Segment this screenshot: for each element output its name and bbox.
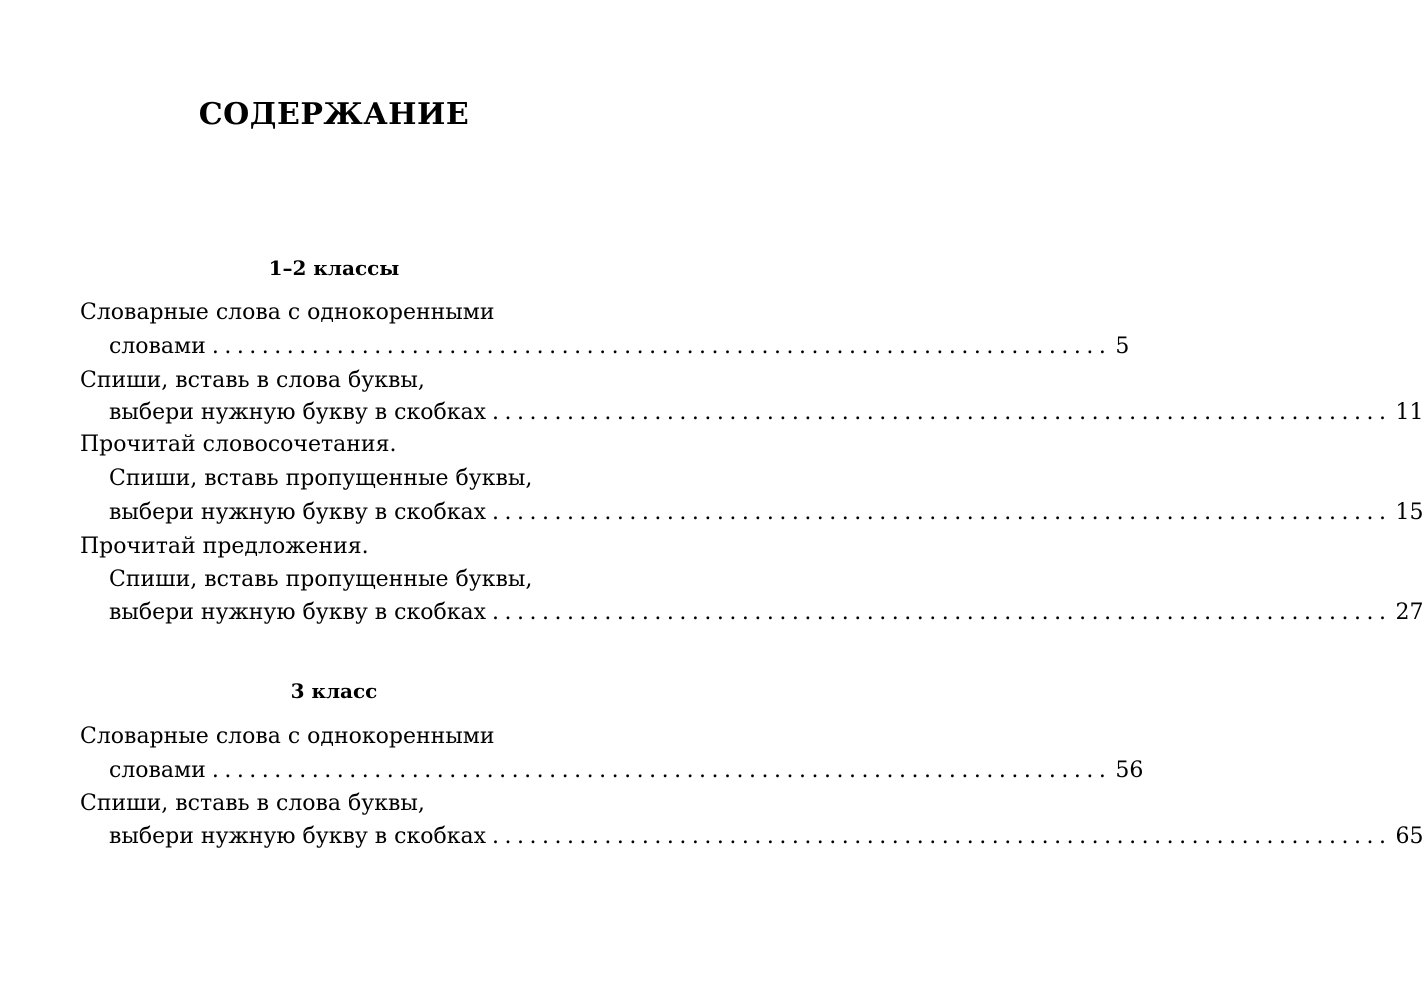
dot-leader: ........................................................................ bbox=[211, 758, 1112, 783]
toc-entry-text: выбери нужную букву в скобках bbox=[109, 500, 486, 525]
toc-entry-leader bbox=[109, 821, 1424, 853]
toc-entry-line: Спиши, вставь пропущенные буквы, bbox=[109, 567, 533, 592]
toc-entry-leader bbox=[109, 397, 1424, 429]
toc-entry-text: словами bbox=[109, 334, 206, 359]
toc-entry-line: Спиши, вставь в слова буквы, bbox=[80, 368, 425, 393]
toc-entry-line: Прочитай словосочетания. bbox=[80, 432, 397, 457]
toc-entry-leader bbox=[109, 755, 1144, 787]
section-title-3: 3 класс bbox=[290, 679, 378, 703]
toc-entry-leader bbox=[109, 597, 1424, 629]
toc-entry-leader bbox=[109, 331, 1130, 363]
toc-entry-text: словами bbox=[109, 758, 206, 783]
dot-leader: ........................................................................ bbox=[211, 334, 1112, 359]
toc-page-number: 5 bbox=[1115, 334, 1130, 359]
dot-leader: ........................................................................ bbox=[491, 824, 1392, 849]
dot-leader: ........................................................................ bbox=[491, 400, 1392, 425]
toc-page-number: 27 bbox=[1395, 600, 1424, 625]
section-title-1-2: 1–2 классы bbox=[268, 256, 400, 280]
dot-leader: ........................................................................ bbox=[491, 500, 1392, 525]
toc-entry-line: Словарные слова с однокоренными bbox=[80, 724, 495, 749]
dot-leader: ........................................................................ bbox=[491, 600, 1392, 625]
page-title: СОДЕРЖАНИЕ bbox=[198, 97, 470, 132]
toc-entry-line: Спиши, вставь в слова буквы, bbox=[80, 791, 425, 816]
toc-entry-leader bbox=[109, 497, 1424, 529]
toc-entry-text: выбери нужную букву в скобках bbox=[109, 824, 486, 849]
toc-page-number: 15 bbox=[1395, 500, 1424, 525]
toc-page-number: 11 bbox=[1395, 400, 1424, 425]
toc-entry-line: Словарные слова с однокоренными bbox=[80, 300, 495, 325]
toc-page-number: 56 bbox=[1115, 758, 1144, 783]
toc-page-number: 65 bbox=[1395, 824, 1424, 849]
toc-entry-line: Прочитай предложения. bbox=[80, 534, 369, 559]
toc-entry-text: выбери нужную букву в скобках bbox=[109, 400, 486, 425]
toc-entry-text: выбери нужную букву в скобках bbox=[109, 600, 486, 625]
toc-entry-line: Спиши, вставь пропущенные буквы, bbox=[109, 466, 533, 491]
